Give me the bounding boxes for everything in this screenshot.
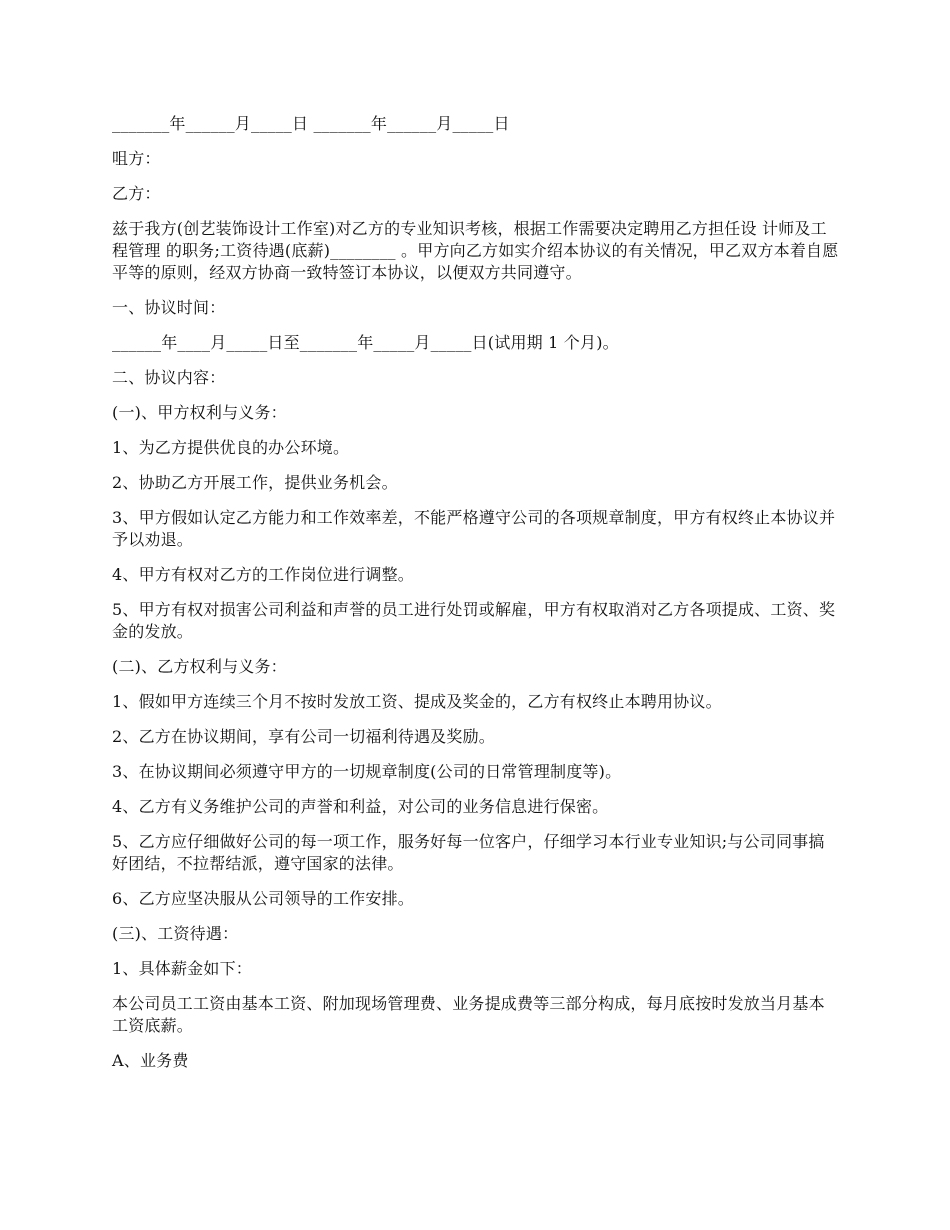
clause-a-2: 2、协助乙方开展工作，提供业务机会。 bbox=[112, 473, 398, 492]
section-heading-content: 二、协议内容： bbox=[112, 368, 226, 387]
clause-b-4: 4、乙方有义务维护公司的声誉和利益，对公司的业务信息进行保密。 bbox=[112, 797, 609, 816]
subheading-salary: (三)、工资待遇： bbox=[112, 924, 239, 943]
subheading-party-b-rights: (二)、乙方权利与义务： bbox=[112, 657, 287, 676]
clause-b-5: 5、乙方应仔细做好公司的每一项工作，服务好每一位客户，仔细学习本行业专业知识;与公司同事搞好团结，不拉帮结派，遵守国家的法律。 bbox=[112, 832, 825, 873]
salary-description: 本公司员工工资由基本工资、附加现场管理费、业务提成费等三部分构成，每月底按时发放当月基本工资底薪。 bbox=[112, 994, 825, 1035]
document-body bbox=[112, 113, 840, 1085]
salary-item-1: 1、具体薪金如下： bbox=[112, 959, 252, 978]
clause-b-1: 1、假如甲方连续三个月不按时发放工资、提成及奖金的，乙方有权终止本聘用协议。 bbox=[112, 692, 722, 711]
party-b-label: 乙方： bbox=[112, 184, 161, 203]
date-line: _______年______月_____日 _______年______月_____日 bbox=[112, 114, 510, 133]
intro-paragraph: 兹于我方(创艺装饰设计工作室)对乙方的专业知识考核，根据工作需要决定聘用乙方担任设 计师及工程管理 的职务;工资待遇(底薪)________ 。甲方向乙方如实介绍本协议的有关情况，甲乙双方本着自愿平等的原则，经双方协商一致特签订本协议，以便双方共同遵守。 bbox=[112, 219, 839, 282]
clause-a-4: 4、甲方有权对乙方的工作岗位进行调整。 bbox=[112, 565, 414, 584]
clause-a-1: 1、为乙方提供优良的办公环境。 bbox=[112, 438, 350, 457]
subheading-party-a-rights: (一)、甲方权利与义务： bbox=[112, 403, 287, 422]
clause-b-3: 3、在协议期间必须遵守甲方的一切规章制度(公司的日常管理制度等)。 bbox=[112, 762, 622, 781]
party-a-label: 咀方： bbox=[112, 149, 161, 168]
clause-b-6: 6、乙方应坚决服从公司领导的工作安排。 bbox=[112, 889, 414, 908]
clause-a-3: 3、甲方假如认定乙方能力和工作效率差，不能严格遵守公司的各项规章制度，甲方有权终止本协议并予以劝退。 bbox=[112, 508, 836, 549]
clause-b-2: 2、乙方在协议期间，享有公司一切福利待遇及奖励。 bbox=[112, 727, 495, 746]
clause-a-5: 5、甲方有权对损害公司利益和声誉的员工进行处罚或解雇，甲方有权取消对乙方各项提成、工资、奖金的发放。 bbox=[112, 600, 836, 641]
salary-item-a: A、业务费 bbox=[112, 1051, 189, 1070]
section-heading-term: 一、协议时间： bbox=[112, 298, 226, 317]
term-dates-line: ______年____月_____日至_______年_____月_____日(试用期 1 个月)。 bbox=[112, 333, 619, 352]
